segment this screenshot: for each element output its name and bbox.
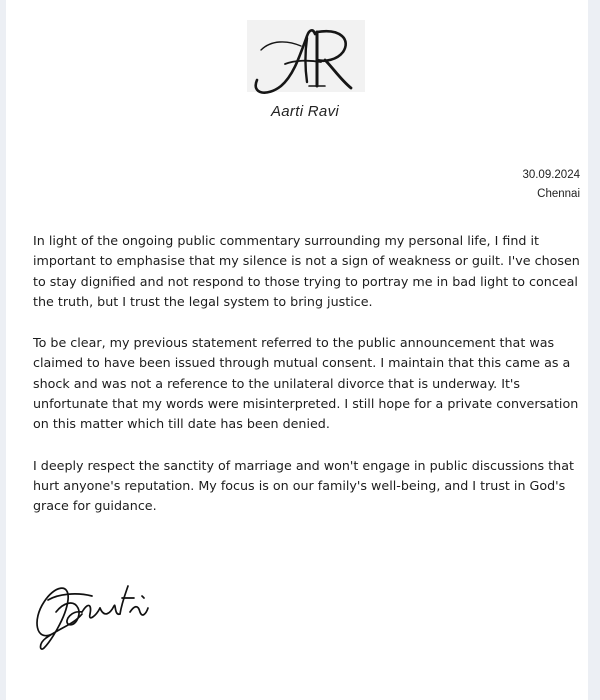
monogram-logo-icon: [247, 20, 365, 98]
letterhead-name: Aarti Ravi: [270, 103, 340, 120]
letter-place: Chennai: [537, 188, 580, 200]
page-edge-left: [0, 0, 6, 700]
date-place-block: [522, 166, 580, 204]
paragraph-2: To be clear, my previous statement referred to the public announcement that was claimed to have been issued through mutual consent. I maintain that this came as a shock and was not a reference to the unilateral divorce that is underway. It's unfortunate that my words were misinterpreted. I still hope for a private conversation on this matter which till date has been denied.: [33, 335, 579, 432]
paragraph-3: I deeply respect the sanctity of marriage and won't engage in public discussions that hurt anyone's reputation. My focus is on our family's well-being, and I trust in God's grace for guidance.: [33, 457, 574, 514]
letter-date: 30.09.2024: [522, 169, 580, 181]
page-edge-right: [588, 0, 600, 700]
paragraph-1: In light of the ongoing public commentary surrounding my personal life, I find it important to emphasise that my silence is not a sign of weakness or guilt. I've chosen to stay dignified and not respond to those trying to portray me in bad light to conceal the truth, but I trust the legal system to bring justice.: [33, 233, 580, 309]
handwritten-signature-icon: [30, 572, 180, 657]
letter-body: [33, 231, 581, 538]
